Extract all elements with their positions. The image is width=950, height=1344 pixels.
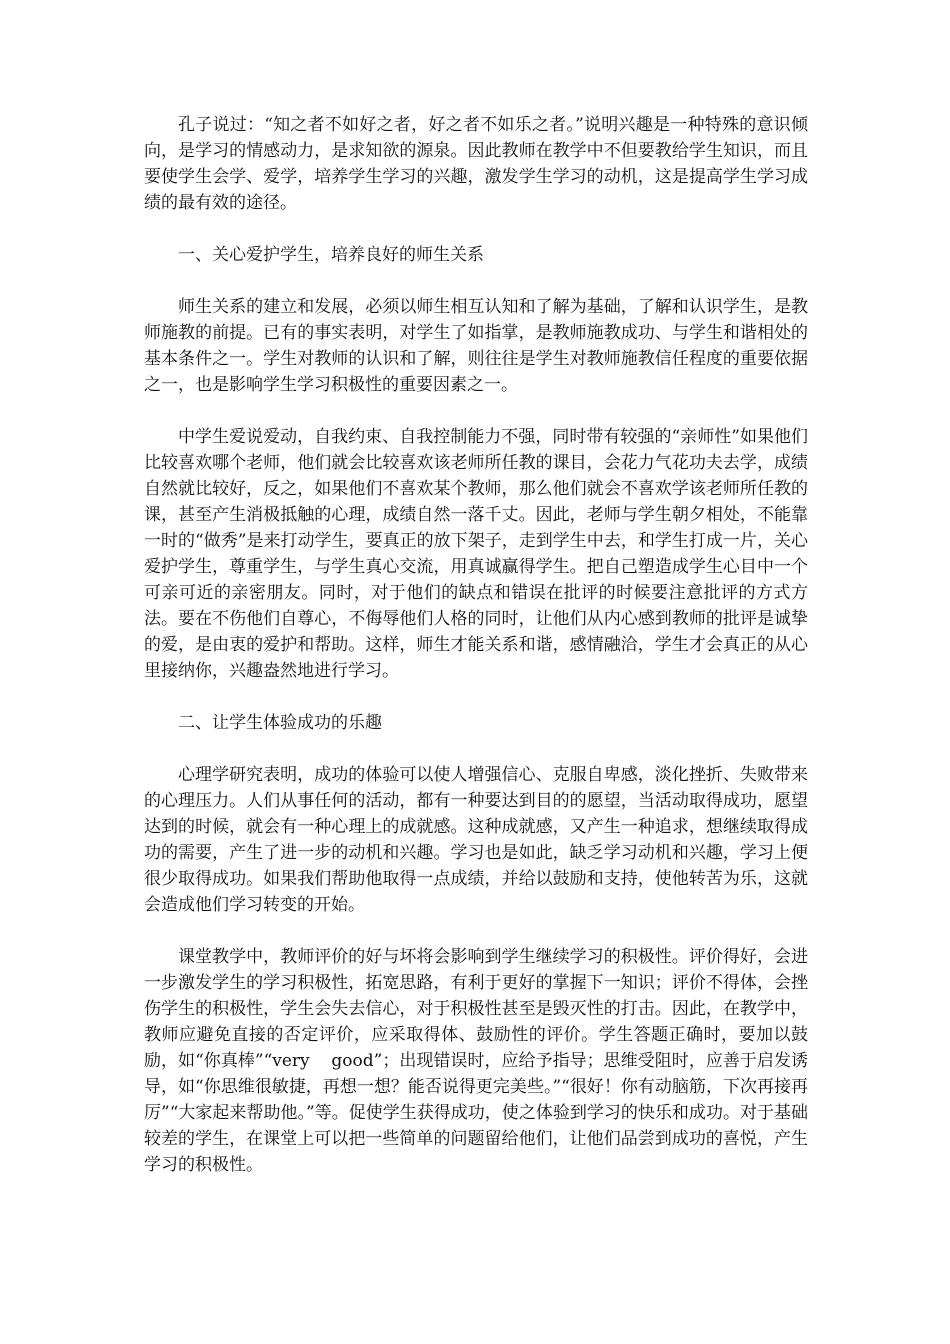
document-page	[144, 112, 808, 1204]
body-paragraph: 中学生爱说爱动，自我约束、自我控制能力不强，同时带有较强的“亲师性”如果他们比较喜欢哪个老师，他们就会比较喜欢该老师所任教的课目，会花力气花功夫去学，成绩自然就比较好，反之，如果他们不喜欢某个教师，那么他们就会不喜欢学该老师所任教的课，甚至产生消极抵触的心理，成绩自然一落千丈。因此，老师与学生朝夕相处，不能靠一时的“做秀”是来打动学生，要真正的放下架子，走到学生中去，和学生打成一片，关心爱护学生，尊重学生，与学生真心交流，用真诚赢得学生。把自己塑造成学生心目中一个可亲可近的亲密朋友。同时，对于他们的缺点和错误在批评的时候要注意批评的方式方法。要在不伤他们自尊心，不侮辱他们人格的同时，让他们从内心感到教师的批评是诚挚的爱，是由衷的爱护和帮助。这样，师生才能关系和谐，感情融洽，学生才会真正的从心里接纳你，兴趣盎然地进行学习。	[144, 427, 808, 681]
section-heading-1: 一、关心爱护学生，培养良好的师生关系	[178, 245, 484, 265]
body-paragraph: 课堂教学中，教师评价的好与坏将会影响到学生继续学习的积极性。评价得好，会进一步激发学生的学习积极性，拓宽思路，有利于更好的掌握下一知识；评价不得体，会挫伤学生的积极性，学生会失去信心，对于积极性甚至是毁灭性的打击。因此，在教学中，教师应避免直接的否定评价，应采取得体、鼓励性的评价。学生答题正确时，要加以鼓励，如“你真棒”“very good”；出现错误时，应给予指导；思维受阻时，应善于启发诱导，如“你思维很敏捷，再想一想？能否说得更完美些。”“很好！你有动脑筋，下次再接再厉”“大家起来帮助他。”等。促使学生获得成功，使之体验到学习的快乐和成功。对于基础较差的学生，在课堂上可以把一些简单的问题留给他们，让他们品尝到成功的喜悦，产生学习的积极性。	[144, 947, 808, 1175]
body-paragraph: 师生关系的建立和发展，必须以师生相互认知和了解为基础，了解和认识学生，是教师施教的前提。已有的事实表明，对学生了如指掌，是教师施教成功、与学生和谐相处的基本条件之一。学生对教师的认识和了解，则往往是学生对教师施教信任程度的重要依据之一，也是影响学生学习积极性的重要因素之一。	[144, 297, 808, 395]
section-heading-2: 二、让学生体验成功的乐趣	[178, 713, 382, 733]
body-paragraph: 心理学研究表明，成功的体验可以使人增强信心、克服自卑感，淡化挫折、失败带来的心理压力。人们从事任何的活动，都有一种要达到目的的愿望，当活动取得成功，愿望达到的时候，就会有一种心理上的成就感。这种成就感，又产生一种追求，想继续取得成功的需要，产生了进一步的动机和兴趣。学习也是如此，缺乏学习动机和兴趣，学习上便很少取得成功。如果我们帮助他取得一点成绩，并给以鼓励和支持，使他转苦为乐，这就会造成他们学习转变的开始。	[144, 765, 808, 915]
intro-paragraph: 孔子说过：“知之者不如好之者，好之者不如乐之者。”说明兴趣是一种特殊的意识倾向，是学习的情感动力，是求知欲的源泉。因此教师在教学中不但要教给学生知识，而且要使学生会学、爱学，培养学生学习的兴趣，激发学生学习的动机，这是提高学生学习成绩的最有效的途径。	[144, 115, 808, 213]
